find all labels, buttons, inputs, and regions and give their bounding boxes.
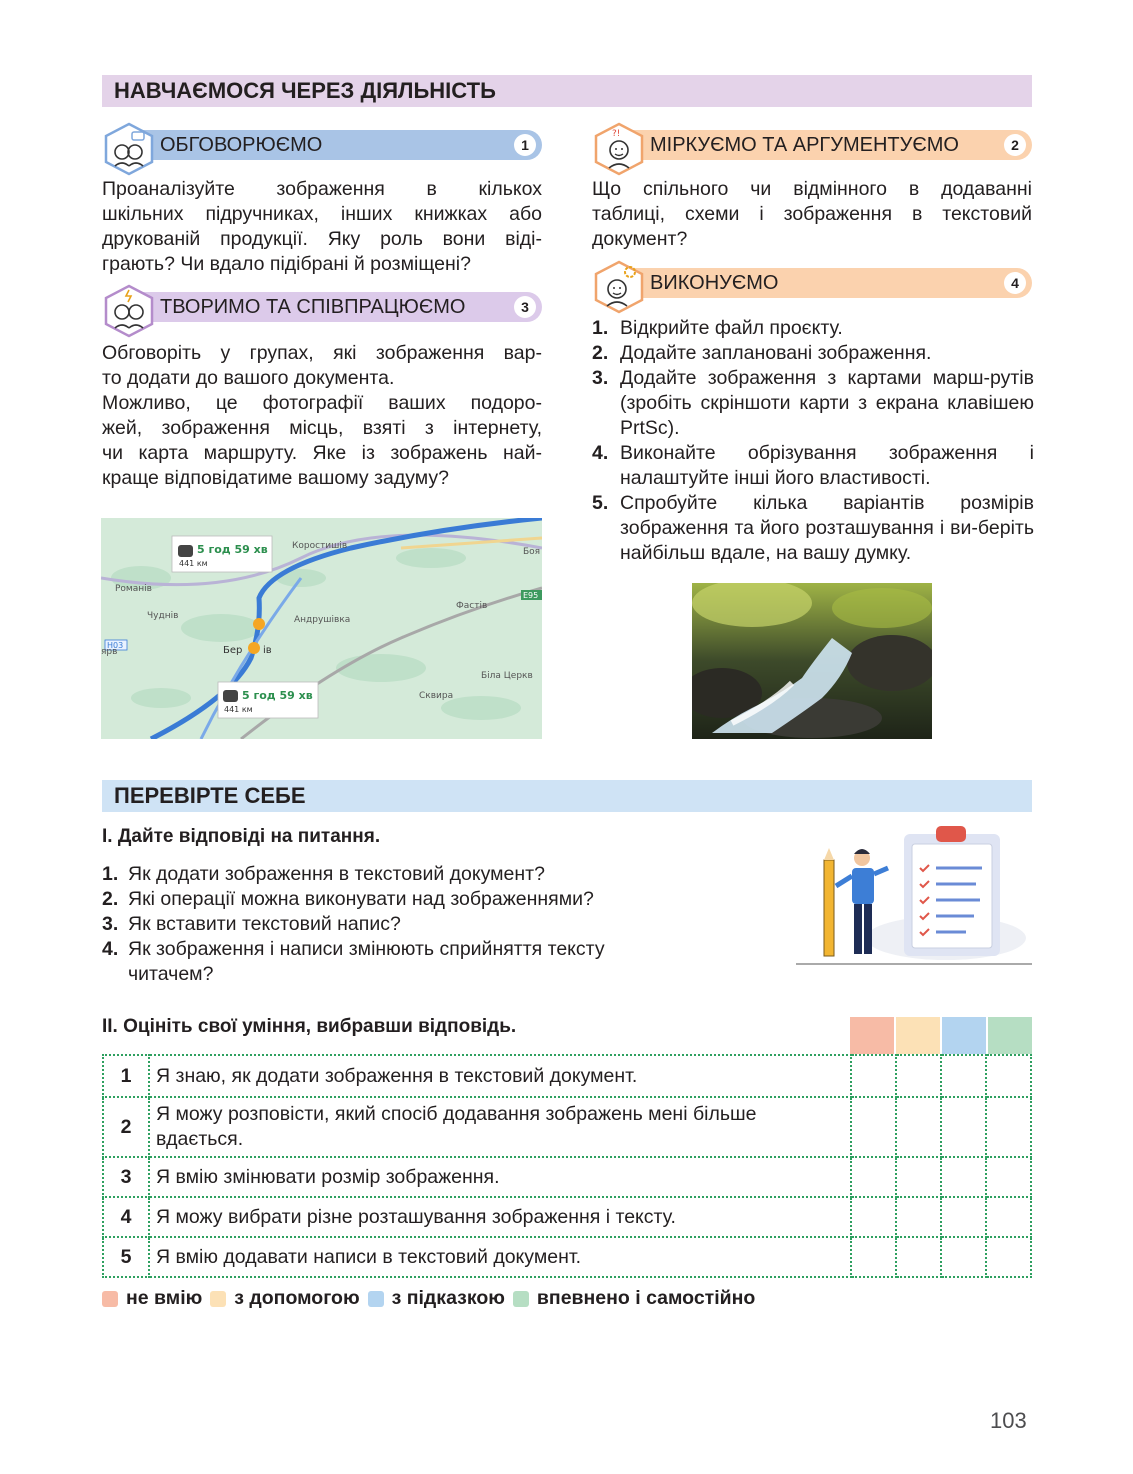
place-label: Біла Церкв — [481, 671, 533, 681]
activity-discuss-number: 1 — [514, 134, 536, 156]
waterfall-photo-svg — [692, 583, 932, 739]
list-item: 2. Додайте заплановані зображення. — [592, 342, 932, 364]
legend-swatch — [368, 1291, 384, 1307]
road-label: E95 — [523, 591, 539, 600]
text-line: чи карта маршруту. Яке із зображень най- — [102, 442, 542, 464]
activity-discuss-label: ОБГОВОРЮЄМО — [160, 134, 323, 156]
text-line: Можливо, це фотографії ваших подоро- — [102, 392, 542, 414]
gear-face-icon — [592, 260, 646, 314]
checklist-illustration — [796, 820, 1032, 966]
section-learn-title: НАВЧАЄМОСЯ ЧЕРЕЗ ДІЯЛЬНІСТЬ — [102, 75, 1032, 107]
activity-create-text — [102, 341, 542, 491]
rating-cell[interactable] — [851, 1197, 896, 1237]
place-label: ів — [263, 645, 272, 656]
rating-cell[interactable] — [896, 1197, 941, 1237]
rating-cell[interactable] — [941, 1197, 986, 1237]
row-text: Я можу вибрати різне розташування зображення і тексту. — [149, 1197, 851, 1237]
text-line: то додати до вашого документа. — [102, 367, 395, 389]
rating-cell[interactable] — [986, 1157, 1031, 1197]
rating-legend — [102, 1287, 763, 1310]
place-label: Андрушівка — [294, 615, 351, 625]
activity-do-pill — [612, 268, 1032, 298]
legend-item: з підказкою — [368, 1287, 505, 1310]
place-label: Бер — [223, 645, 243, 656]
rating-cell[interactable] — [941, 1055, 986, 1097]
activity-argue-number: 2 — [1004, 134, 1026, 156]
place-label: Коростишів — [292, 541, 348, 551]
legend-item: впевнено і самостійно — [513, 1287, 755, 1310]
list-item: 3. Додайте зображення з картами марш-рутів (зробіть скріншоти карти з екрана клавішею PrtSc). — [592, 367, 1034, 439]
rating-table — [102, 1054, 1032, 1278]
rating-cell[interactable] — [986, 1097, 1031, 1157]
legend-swatch — [513, 1291, 529, 1307]
rating-cell[interactable] — [851, 1157, 896, 1197]
table-row — [103, 1157, 1031, 1197]
activity-do-label: ВИКОНУЄМО — [650, 272, 779, 294]
activity-do-number: 4 — [1004, 272, 1026, 294]
text-line: документ? — [592, 228, 688, 250]
rating-color-header — [850, 1017, 1032, 1054]
activity-create-header — [102, 284, 542, 318]
list-item: 3. Як вставити текстовий напис? — [102, 913, 401, 935]
row-number: 4 — [103, 1197, 149, 1237]
activity-argue-label: МІРКУЄМО ТА АРГУМЕНТУЄМО — [650, 134, 959, 156]
rating-cell[interactable] — [941, 1097, 986, 1157]
activity-argue-text — [592, 177, 1032, 252]
table-row — [103, 1097, 1031, 1157]
teamwork-faces-icon — [102, 284, 156, 338]
text-line: друкованій продукції. Яку роль вони віді- — [102, 228, 542, 250]
questions-list — [102, 862, 702, 987]
list-item: 4. Як зображення і написи змінюють сприйняття тексту читачем? — [102, 938, 605, 985]
rating-cell[interactable] — [941, 1237, 986, 1277]
discussion-faces-icon — [102, 122, 156, 176]
section-check-title: ПЕРЕВІРТЕ СЕБЕ — [102, 780, 1032, 812]
list-item: 5. Спробуйте кілька варіантів розмірів зображення та його розташування і ви-беріть найбільш вдале, на вашу думку. — [592, 492, 1034, 564]
activity-discuss-pill — [122, 130, 542, 160]
legend-item: не вмію — [102, 1287, 202, 1310]
row-number: 2 — [103, 1097, 149, 1157]
road-label: H03 — [107, 641, 124, 650]
waterfall-photo — [692, 583, 932, 739]
place-label: Сквира — [419, 691, 454, 701]
rating-cell[interactable] — [986, 1237, 1031, 1277]
text-line: краще відповідатиме вашому задуму? — [102, 467, 449, 489]
route-map-svg — [101, 518, 542, 739]
list-item: 1. Відкрийте файл проєкту. — [592, 317, 843, 339]
row-number: 1 — [103, 1055, 149, 1097]
activity-discuss-text — [102, 177, 542, 277]
legend-swatch — [102, 1291, 118, 1307]
rating-heading: ІІ. Оцініть свої уміння, вибравши відповідь. — [102, 1016, 517, 1037]
thinking-face-icon — [592, 122, 646, 176]
activity-argue-header — [592, 122, 1032, 156]
rating-color-cannot — [850, 1017, 894, 1054]
route-time-label: 5 год 59 хв — [197, 543, 268, 556]
row-number: 5 — [103, 1237, 149, 1277]
rating-cell[interactable] — [896, 1157, 941, 1197]
row-text: Я можу розповісти, який спосіб додавання зображень мені більше вдається. — [149, 1097, 851, 1157]
text-line: шкільних підручниках, інших книжках або — [102, 203, 542, 225]
route-distance-label: 441 км — [224, 705, 253, 714]
activity-create-label: ТВОРИМО ТА СПІВПРАЦЮЄМО — [160, 296, 466, 318]
route-time-label: 5 год 59 хв — [242, 689, 313, 702]
rating-color-hint — [942, 1017, 986, 1054]
activity-create-number: 3 — [514, 296, 536, 318]
rating-cell[interactable] — [941, 1157, 986, 1197]
place-label: Боя — [523, 547, 541, 557]
rating-cell[interactable] — [896, 1237, 941, 1277]
legend-item: з допомогою — [210, 1287, 359, 1310]
questions-heading: І. Дайте відповіді на питання. — [102, 826, 381, 847]
row-text: Я вмію змінювати розмір зображення. — [149, 1157, 851, 1197]
text-line: Проаналізуйте зображення в кількох — [102, 178, 542, 200]
place-label: Фастів — [456, 601, 488, 611]
rating-cell[interactable] — [851, 1097, 896, 1157]
text-line: грають? Чи вдало підібрані й розміщені? — [102, 253, 471, 275]
rating-cell[interactable] — [896, 1097, 941, 1157]
rating-cell[interactable] — [986, 1055, 1031, 1097]
text-line: таблиці, схеми і зображення в текстовий — [592, 203, 1032, 225]
activity-do-header — [592, 260, 1032, 294]
route-distance-label: 441 км — [179, 559, 208, 568]
rating-cell[interactable] — [851, 1237, 896, 1277]
table-row — [103, 1237, 1031, 1277]
rating-color-help — [896, 1017, 940, 1054]
activity-create-pill — [122, 292, 542, 322]
activity-do-steps — [592, 316, 1034, 566]
svg-text:?!: ?! — [612, 129, 621, 139]
legend-swatch — [210, 1291, 226, 1307]
rating-cell[interactable] — [896, 1055, 941, 1097]
page-number: 103 — [990, 1408, 1027, 1433]
row-text: Я вмію додавати написи в текстовий документ. — [149, 1237, 851, 1277]
table-row — [103, 1055, 1031, 1097]
activity-discuss-header — [102, 122, 542, 156]
list-item: 4. Виконайте обрізування зображення і налаштуйте інші його властивості. — [592, 442, 1034, 489]
rating-color-confident — [988, 1017, 1032, 1054]
table-row — [103, 1197, 1031, 1237]
rating-cell[interactable] — [986, 1197, 1031, 1237]
text-line: Обговоріть у групах, які зображення вар- — [102, 342, 542, 364]
list-item: 2. Які операції можна виконувати над зображеннями? — [102, 888, 594, 910]
place-label: Чуднів — [147, 611, 179, 621]
text-line: жей, зображення місць, взяті з інтернету, — [102, 417, 542, 439]
activity-argue-pill — [612, 130, 1032, 160]
row-number: 3 — [103, 1157, 149, 1197]
checklist-illustration-svg — [796, 820, 1032, 966]
row-text: Я знаю, як додати зображення в текстовий документ. — [149, 1055, 851, 1097]
route-map-image — [101, 518, 542, 739]
text-line: Що спільного чи відмінного в додаванні — [592, 178, 1032, 200]
list-item: 1. Як додати зображення в текстовий документ? — [102, 863, 545, 885]
place-label: Романів — [115, 584, 152, 594]
rating-cell[interactable] — [851, 1055, 896, 1097]
place-label: ярв — [101, 647, 118, 657]
